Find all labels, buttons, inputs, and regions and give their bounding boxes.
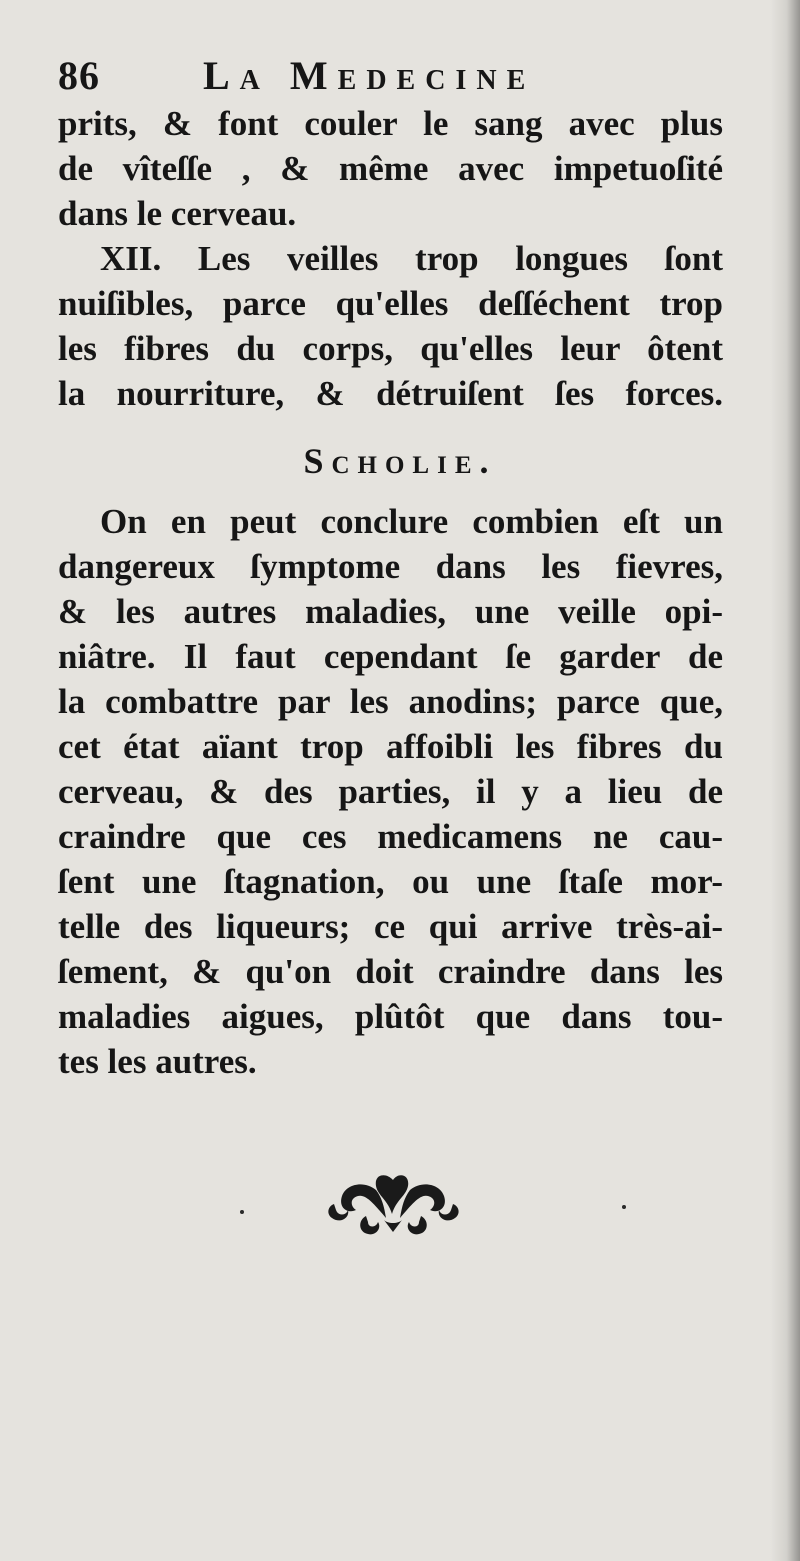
page-edge-shadow [770, 0, 800, 1561]
text-line: maladies aigues, plûtôt que dans tou- [58, 997, 723, 1036]
text-line: de vîteſſe , & même avec impetuoſité [58, 149, 723, 188]
running-head: La Medecine [203, 53, 536, 98]
text-line: ſement, & qu'on doit craindre dans les [58, 952, 723, 991]
text-line: cerveau, & des parties, il y a lieu de [58, 772, 723, 811]
text-line: niâtre. Il faut cependant ſe garder de [58, 637, 723, 676]
ink-speck [622, 1205, 626, 1209]
text-line: tes les autres. [58, 1042, 257, 1081]
text-line: On en peut conclure combien eſt un [100, 502, 723, 541]
ink-speck [240, 1210, 244, 1214]
text-line: cet état aïant trop affoibli les fibres du [58, 727, 723, 766]
fleuron-ornament-icon [326, 1170, 461, 1240]
page-number: 86 [58, 53, 100, 98]
text-line: ſent une ſtagnation, ou une ſtaſe mor- [58, 862, 723, 901]
text-line: dans le cerveau. [58, 194, 297, 233]
text-line: les fibres du corps, qu'elles leur ôtent [58, 329, 723, 368]
text-line: la nourriture, & détruiſent ſes forces. [58, 374, 723, 413]
text-line: dangereux ſymptome dans les fievres, [58, 547, 723, 586]
text-line: & les autres maladies, une veille opi- [58, 592, 723, 631]
text-line: la combattre par les anodins; parce que, [58, 682, 723, 721]
text-line: craindre que ces medicamens ne cau- [58, 817, 723, 856]
text-line: prits, & font couler le sang avec plus [58, 104, 723, 143]
text-line: XII. Les veilles trop longues ſont [100, 239, 723, 278]
page-header [58, 52, 738, 100]
section-title: Scholie. [303, 441, 497, 481]
text-line: telle des liqueurs; ce qui arrive très-ai- [58, 907, 723, 946]
text-line: nuiſibles, parce qu'elles deſſéchent trop [58, 284, 723, 323]
